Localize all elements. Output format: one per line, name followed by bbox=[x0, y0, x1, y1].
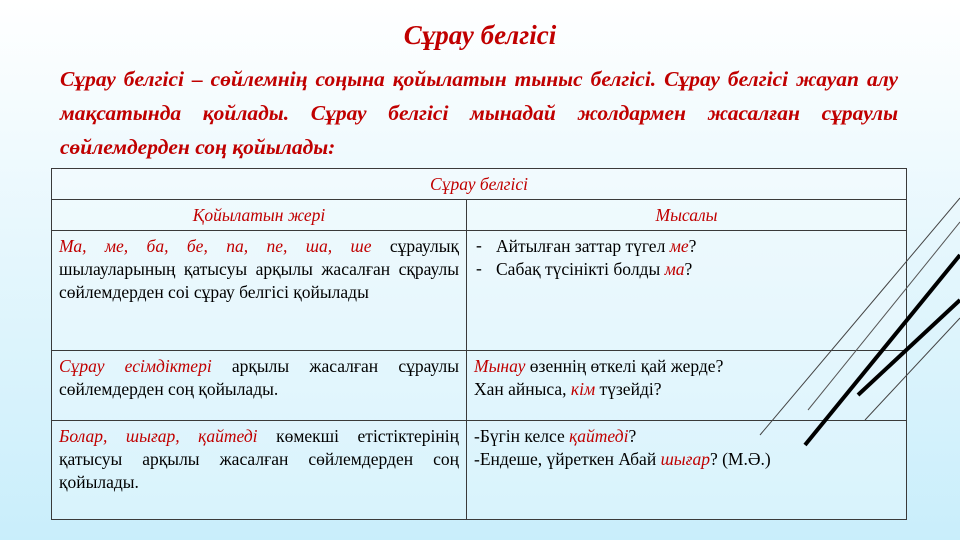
place-cell bbox=[52, 420, 467, 519]
place-text: сұраулық шылауларының қатысуы арқылы жасалған сқраулы сөйлемдерден соі сұрау белгісі қойылады bbox=[59, 236, 459, 302]
example-text: -Бүгін келсе bbox=[474, 425, 570, 446]
example-particle: шығар bbox=[660, 448, 710, 469]
example-list bbox=[474, 235, 899, 281]
example-particle: қайтеді bbox=[569, 425, 629, 446]
intro-paragraph: Сұрау белгісі – сөйлемнің соңына қойылатын тыныс белгісі. Сұрау белгісі жауап алу мақсатында қойлады. Сұрау белгісі мынадай жолдармен жасалған сұраулы сөйлемдерден соң қойылады: bbox=[60, 67, 898, 159]
example-end: ? bbox=[688, 236, 697, 256]
example-cell bbox=[467, 420, 907, 519]
example-text: Айтылған заттар түгел bbox=[496, 236, 670, 256]
example-text: өзеннің өткелі қай жерде? bbox=[525, 356, 724, 376]
column-header-place: Қойылатын жері bbox=[52, 200, 467, 231]
example-end: түзейді? bbox=[595, 379, 662, 399]
example-particle: кім bbox=[570, 379, 596, 399]
example-particle: Мынау bbox=[474, 356, 526, 376]
particle-list: Ма, ме, ба, бе, па, пе, ша, ше bbox=[59, 236, 372, 256]
table-row bbox=[52, 351, 907, 421]
place-cell bbox=[52, 351, 467, 421]
place-text: көмекші етістіктерінің қатысуы арқылы жасалған сөйлемдерден соң қойылады. bbox=[59, 425, 459, 492]
example-end: ? (М.Ә.) bbox=[709, 448, 771, 469]
list-item bbox=[474, 235, 899, 258]
dash-bullet: - bbox=[476, 258, 482, 278]
example-end: ? bbox=[684, 259, 693, 279]
column-header-row bbox=[52, 200, 907, 231]
table-row bbox=[52, 420, 907, 519]
list-item bbox=[474, 258, 899, 281]
example-end: ? bbox=[628, 425, 637, 446]
example-particle: ме bbox=[669, 236, 689, 256]
table-header: Сұрау белгісі bbox=[52, 169, 907, 200]
rules-table bbox=[51, 168, 907, 520]
slide-title: Сұрау белгісі bbox=[403, 20, 557, 50]
example-cell bbox=[467, 231, 907, 351]
place-text: арқылы жасалған сұраулы сөйлемдерден соң қойылады. bbox=[59, 356, 459, 399]
pronoun-label: Сұрау есімдіктері bbox=[59, 356, 212, 376]
dash-bullet: - bbox=[476, 235, 482, 255]
place-cell bbox=[52, 231, 467, 351]
table-row bbox=[52, 231, 907, 351]
example-text: -Ендеше, үйреткен Абай bbox=[474, 448, 661, 469]
example-cell bbox=[467, 351, 907, 421]
column-header-example: Мысалы bbox=[467, 200, 907, 231]
table-header-row bbox=[52, 169, 907, 200]
example-line bbox=[474, 355, 899, 378]
auxiliary-verbs: Болар, шығар, қайтеді bbox=[59, 425, 258, 446]
example-line bbox=[474, 448, 899, 471]
example-text: Сабақ түсінікті болды bbox=[496, 259, 665, 279]
example-particle: ма bbox=[664, 259, 685, 279]
example-text: Хан айныса, bbox=[474, 379, 571, 399]
example-line bbox=[474, 378, 899, 401]
example-line bbox=[474, 425, 899, 448]
